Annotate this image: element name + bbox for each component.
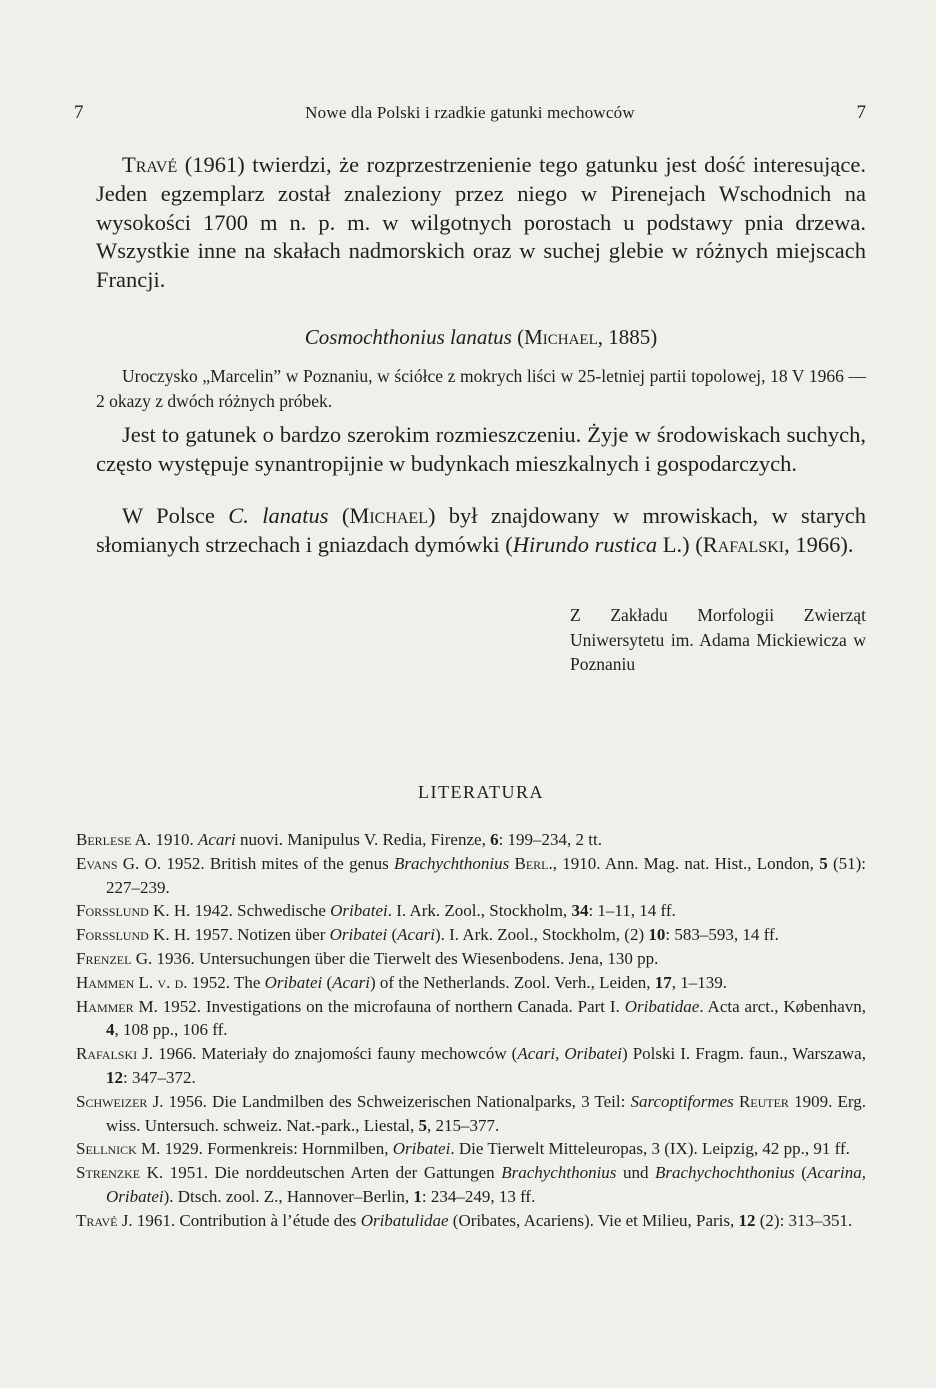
species-heading — [96, 325, 866, 350]
species-author: Michael — [524, 325, 598, 349]
reference-text: ( — [794, 1163, 807, 1183]
species-name: Cosmochthonius lanatus — [304, 325, 512, 349]
reference-italic: Oribatei — [264, 972, 323, 992]
reference-volume: 12 — [738, 1210, 756, 1230]
reference-text: 1910. — [151, 830, 198, 849]
reference-text: (51): 227–239. — [106, 853, 867, 897]
species-abbrev: C. lanatus — [228, 503, 329, 528]
page-number-right: 7 — [856, 102, 866, 123]
reference-text: 1952. British mites of the genus — [161, 853, 395, 873]
reference-text: . Acta arct., København, — [699, 996, 867, 1016]
poland-text-1: W Polsce — [122, 503, 229, 528]
reference-text: : 199–234, 2 tt. — [498, 830, 602, 849]
reference-volume: 4 — [106, 1020, 115, 1040]
page-number-left: 7 — [74, 102, 84, 123]
reference-list — [76, 828, 866, 1233]
species-open: ( — [511, 325, 525, 349]
poland-text-5: , 1966). — [784, 531, 854, 557]
reference-text: 1956. Die Landmilben des Schweizerischen Nationalparks, 3 Teil: — [163, 1091, 631, 1111]
reference-italic: Oribatei — [330, 901, 388, 921]
reference-text: ( — [322, 972, 333, 992]
reference-text: Reuter — [738, 1091, 789, 1111]
author-name: Michael — [349, 503, 428, 528]
reference-text: , 1910. Ann. Mag. nat. Hist., London, — [552, 853, 820, 873]
reference-text: . I. Ark. Zool., Stockholm, — [387, 901, 572, 921]
reference-text: : 347–372. — [123, 1067, 196, 1087]
reference-author: Hammer M. — [76, 996, 158, 1016]
reference-text: , 1–139. — [671, 972, 728, 992]
reference-text: 1952. Investigations on the microfauna of northern Canada. Part I. — [157, 996, 625, 1016]
reference-item — [76, 899, 866, 923]
reference-text: (2): 313–351. — [755, 1210, 853, 1230]
reference-text: : 234–249, 13 ff. — [421, 1186, 536, 1206]
reference-item — [76, 971, 866, 995]
reference-text: . Die Tierwelt Mitteleuropas, 3 (IX). Leipzig, 42 pp., 91 ff. — [450, 1139, 850, 1159]
literature-heading: LITERATURA — [418, 782, 544, 802]
reference-item — [76, 1042, 866, 1090]
species-year: , 1885) — [597, 325, 658, 349]
reference-text: (Oribates, Acariens). Vie et Milieu, Paris, — [448, 1210, 739, 1230]
reference-text: ). Dtsch. zool. Z., Hannover–Berlin, — [163, 1186, 414, 1206]
reference-author: Hammen L. v. d. — [76, 972, 188, 992]
reference-item — [76, 828, 866, 852]
reference-author: Sellnick M. — [76, 1139, 161, 1159]
reference-text: : 1–11, 14 ff. — [588, 901, 676, 921]
reference-italic: Oribatulidae — [360, 1210, 449, 1230]
poland-paragraph — [96, 502, 866, 560]
intro-text: (1961) twierdzi, że rozprzestrzenienie tego gatunku jest dość interesujące. Jeden egzemplarz został znaleziony przez niego w Pirenejach Wschodnich na wysokości 1700 m n. p. m. w wilgotnych porostach u podstawy pnia drzewa. Wszystkie inne na skałach nadmorskich oraz w suchej glebie w różnych miejscach Francji. — [96, 152, 866, 293]
reference-text: nuovi. Manipulus V. Redia, Firenze, — [235, 830, 491, 849]
reference-text: 1952. The — [187, 972, 265, 992]
reference-item — [76, 1090, 866, 1138]
locality-record: Uroczysko „Marcelin” w Poznaniu, w ściółce z mokrych liści w 25-letniej partii topolowej, 18 V 1966 — 2 okazy z dwóch różnych próbek. — [96, 366, 866, 411]
reference-text: 1942. Schwedische — [190, 901, 331, 921]
reference-volume: 6 — [490, 830, 499, 849]
reference-text: ). I. Ark. Zool., Stockholm, (2) — [434, 925, 649, 945]
reference-text: Berl. — [514, 853, 553, 873]
reference-text: 1929. Formenkreis: Hornmilben, — [160, 1139, 393, 1159]
reference-volume: 17 — [654, 972, 672, 992]
reference-author: Strenzke K. — [76, 1163, 164, 1183]
reference-text: 1936. Untersuchungen über die Tierwelt des Wiesenbodens. Jena, 130 pp. — [152, 948, 659, 968]
poland-text-3: ) był znajdowany w mrowiskach, w starych słomianych strzechach i gniazdach dymówki ( — [96, 503, 866, 557]
reference-italic: Acarina, Oribatei — [106, 1163, 867, 1206]
reference-author: Frenzel G. — [76, 948, 153, 968]
reference-text: 1909. Erg. wiss. Untersuch. schweiz. Nat.-park., Liestal, — [106, 1091, 867, 1135]
reference-volume: 5 — [418, 1115, 428, 1135]
author-name: Travé — [122, 152, 178, 177]
reference-author: Forsslund K. H. — [76, 901, 191, 921]
reference-italic: Acari — [197, 830, 236, 849]
reference-item — [76, 1209, 866, 1233]
reference-italic: Oribatei — [329, 925, 388, 945]
author-name: Rafalski — [702, 531, 785, 557]
reference-text: 1966. Materiały do znajomości fauny mechowców ( — [153, 1044, 518, 1064]
reference-author: Berlese A. — [76, 830, 152, 849]
reference-author: Evans G. O. — [76, 853, 162, 873]
reference-volume: 5 — [819, 853, 828, 873]
reference-text: 1957. Notizen über — [190, 925, 330, 945]
reference-italic: Acari — [397, 925, 435, 945]
reference-italic: Oribatidae — [624, 996, 700, 1016]
distribution-paragraph: Jest to gatunek o bardzo szerokim rozmieszczeniu. Żyje w środowiskach suchych, często występuje synantropijnie w budynkach mieszkalnych i gospodarczych. — [96, 422, 866, 476]
reference-text: und — [616, 1163, 656, 1183]
reference-volume: 1 — [413, 1186, 422, 1206]
reference-volume: 34 — [571, 901, 589, 921]
running-title: Nowe dla Polski i rzadkie gatunki mechowców — [305, 103, 635, 122]
reference-author: Travé J. — [76, 1210, 133, 1230]
reference-italic: Oribatei — [392, 1139, 451, 1159]
affiliation: Z Zakładu Morfologii Zwierząt Uniwersytetu im. Adama Mickiewicza w Poznaniu — [570, 605, 866, 674]
reference-item — [76, 1137, 866, 1161]
reference-volume: 12 — [106, 1067, 123, 1087]
reference-text: 1961. Contribution à l’étude des — [132, 1210, 361, 1230]
reference-item — [76, 923, 866, 947]
bird-species: Hirundo rustica — [512, 531, 658, 557]
reference-author: Forsslund K. H. — [76, 925, 191, 945]
reference-italic: Brachychochthonius — [655, 1163, 795, 1183]
reference-text: ( — [387, 925, 398, 945]
intro-paragraph — [96, 151, 866, 295]
reference-author: Schweizer J. — [76, 1091, 164, 1111]
reference-item — [76, 1161, 866, 1209]
poland-text-4: L.) ( — [657, 531, 703, 557]
running-header — [74, 102, 866, 124]
reference-text: , 108 pp., 106 ff. — [114, 1020, 228, 1040]
reference-text: , 215–377. — [427, 1115, 500, 1135]
reference-author: Rafalski J. — [76, 1044, 154, 1064]
reference-italic: Brachychthonius — [394, 853, 510, 873]
reference-italic: Acari, Oribatei — [517, 1044, 622, 1064]
reference-item — [76, 852, 866, 900]
reference-item — [76, 947, 866, 971]
reference-volume: 10 — [648, 925, 666, 945]
reference-italic: Sarcoptiformes — [630, 1091, 734, 1111]
reference-italic: Brachychthonius — [501, 1163, 617, 1183]
poland-text-2: ( — [328, 503, 350, 528]
reference-text: ) Polski I. Fragm. faun., Warszawa, — [622, 1044, 866, 1064]
reference-item — [76, 995, 866, 1043]
reference-italic: Acari — [332, 972, 370, 992]
reference-text: 1951. Die norddeutschen Arten der Gattungen — [163, 1163, 502, 1183]
reference-text: ) of the Netherlands. Zool. Verh., Leiden, — [369, 972, 655, 992]
reference-text: : 583–593, 14 ff. — [665, 925, 779, 945]
